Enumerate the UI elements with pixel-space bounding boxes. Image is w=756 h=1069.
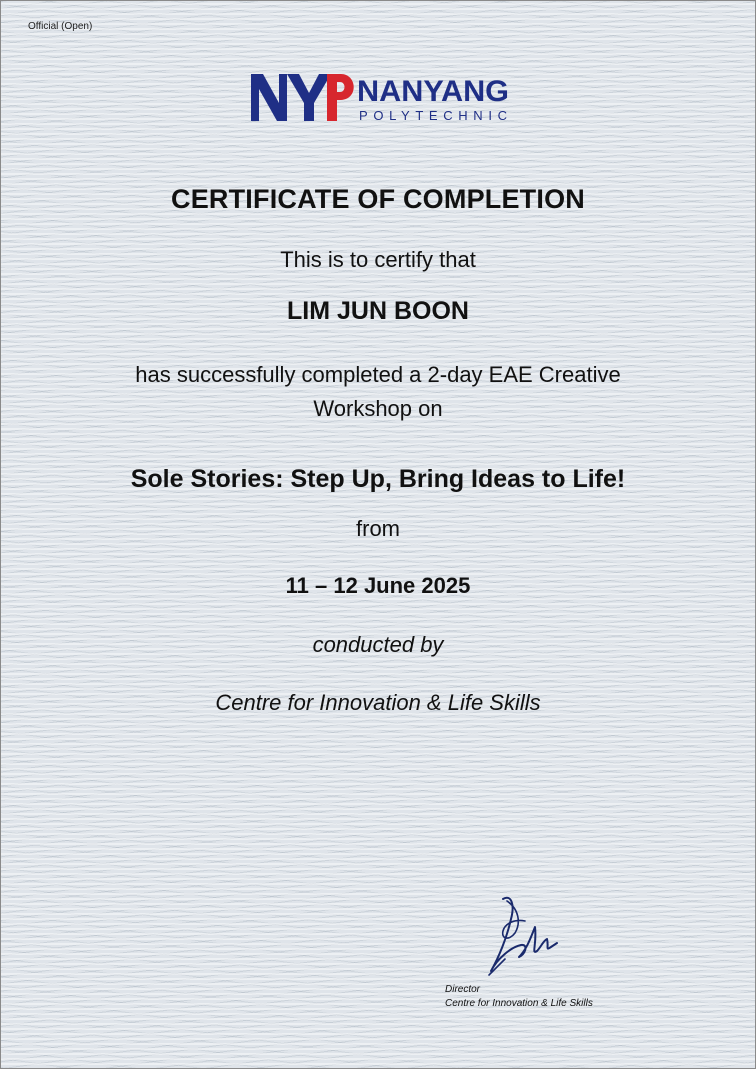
completion-line-1: has successfully completed a 2-day EAE Creative bbox=[135, 362, 621, 387]
certify-text: This is to certify that bbox=[280, 247, 476, 272]
classification-label: Official (Open) bbox=[28, 21, 93, 32]
signatory-role: Director bbox=[445, 984, 481, 995]
logo-subtitle: POLYTECHNIC bbox=[359, 108, 507, 123]
completion-line-2: Workshop on bbox=[313, 396, 443, 421]
organiser-name: Centre for Innovation & Life Skills bbox=[215, 690, 541, 715]
workshop-title: Sole Stories: Step Up, Bring Ideas to Life! bbox=[130, 465, 626, 493]
recipient-name: LIM JUN BOON bbox=[287, 297, 469, 325]
director-signature bbox=[481, 889, 561, 984]
certificate-title: CERTIFICATE OF COMPLETION bbox=[171, 184, 585, 214]
conducted-by-text: conducted by bbox=[312, 632, 444, 657]
from-text: from bbox=[356, 516, 400, 541]
signatory-organisation: Centre for Innovation & Life Skills bbox=[445, 998, 593, 1009]
workshop-dates: 11 – 12 June 2025 bbox=[285, 573, 471, 598]
completion-statement bbox=[1, 358, 755, 426]
nyp-logo bbox=[249, 71, 519, 125]
logo-name: NANYANG bbox=[357, 75, 509, 108]
